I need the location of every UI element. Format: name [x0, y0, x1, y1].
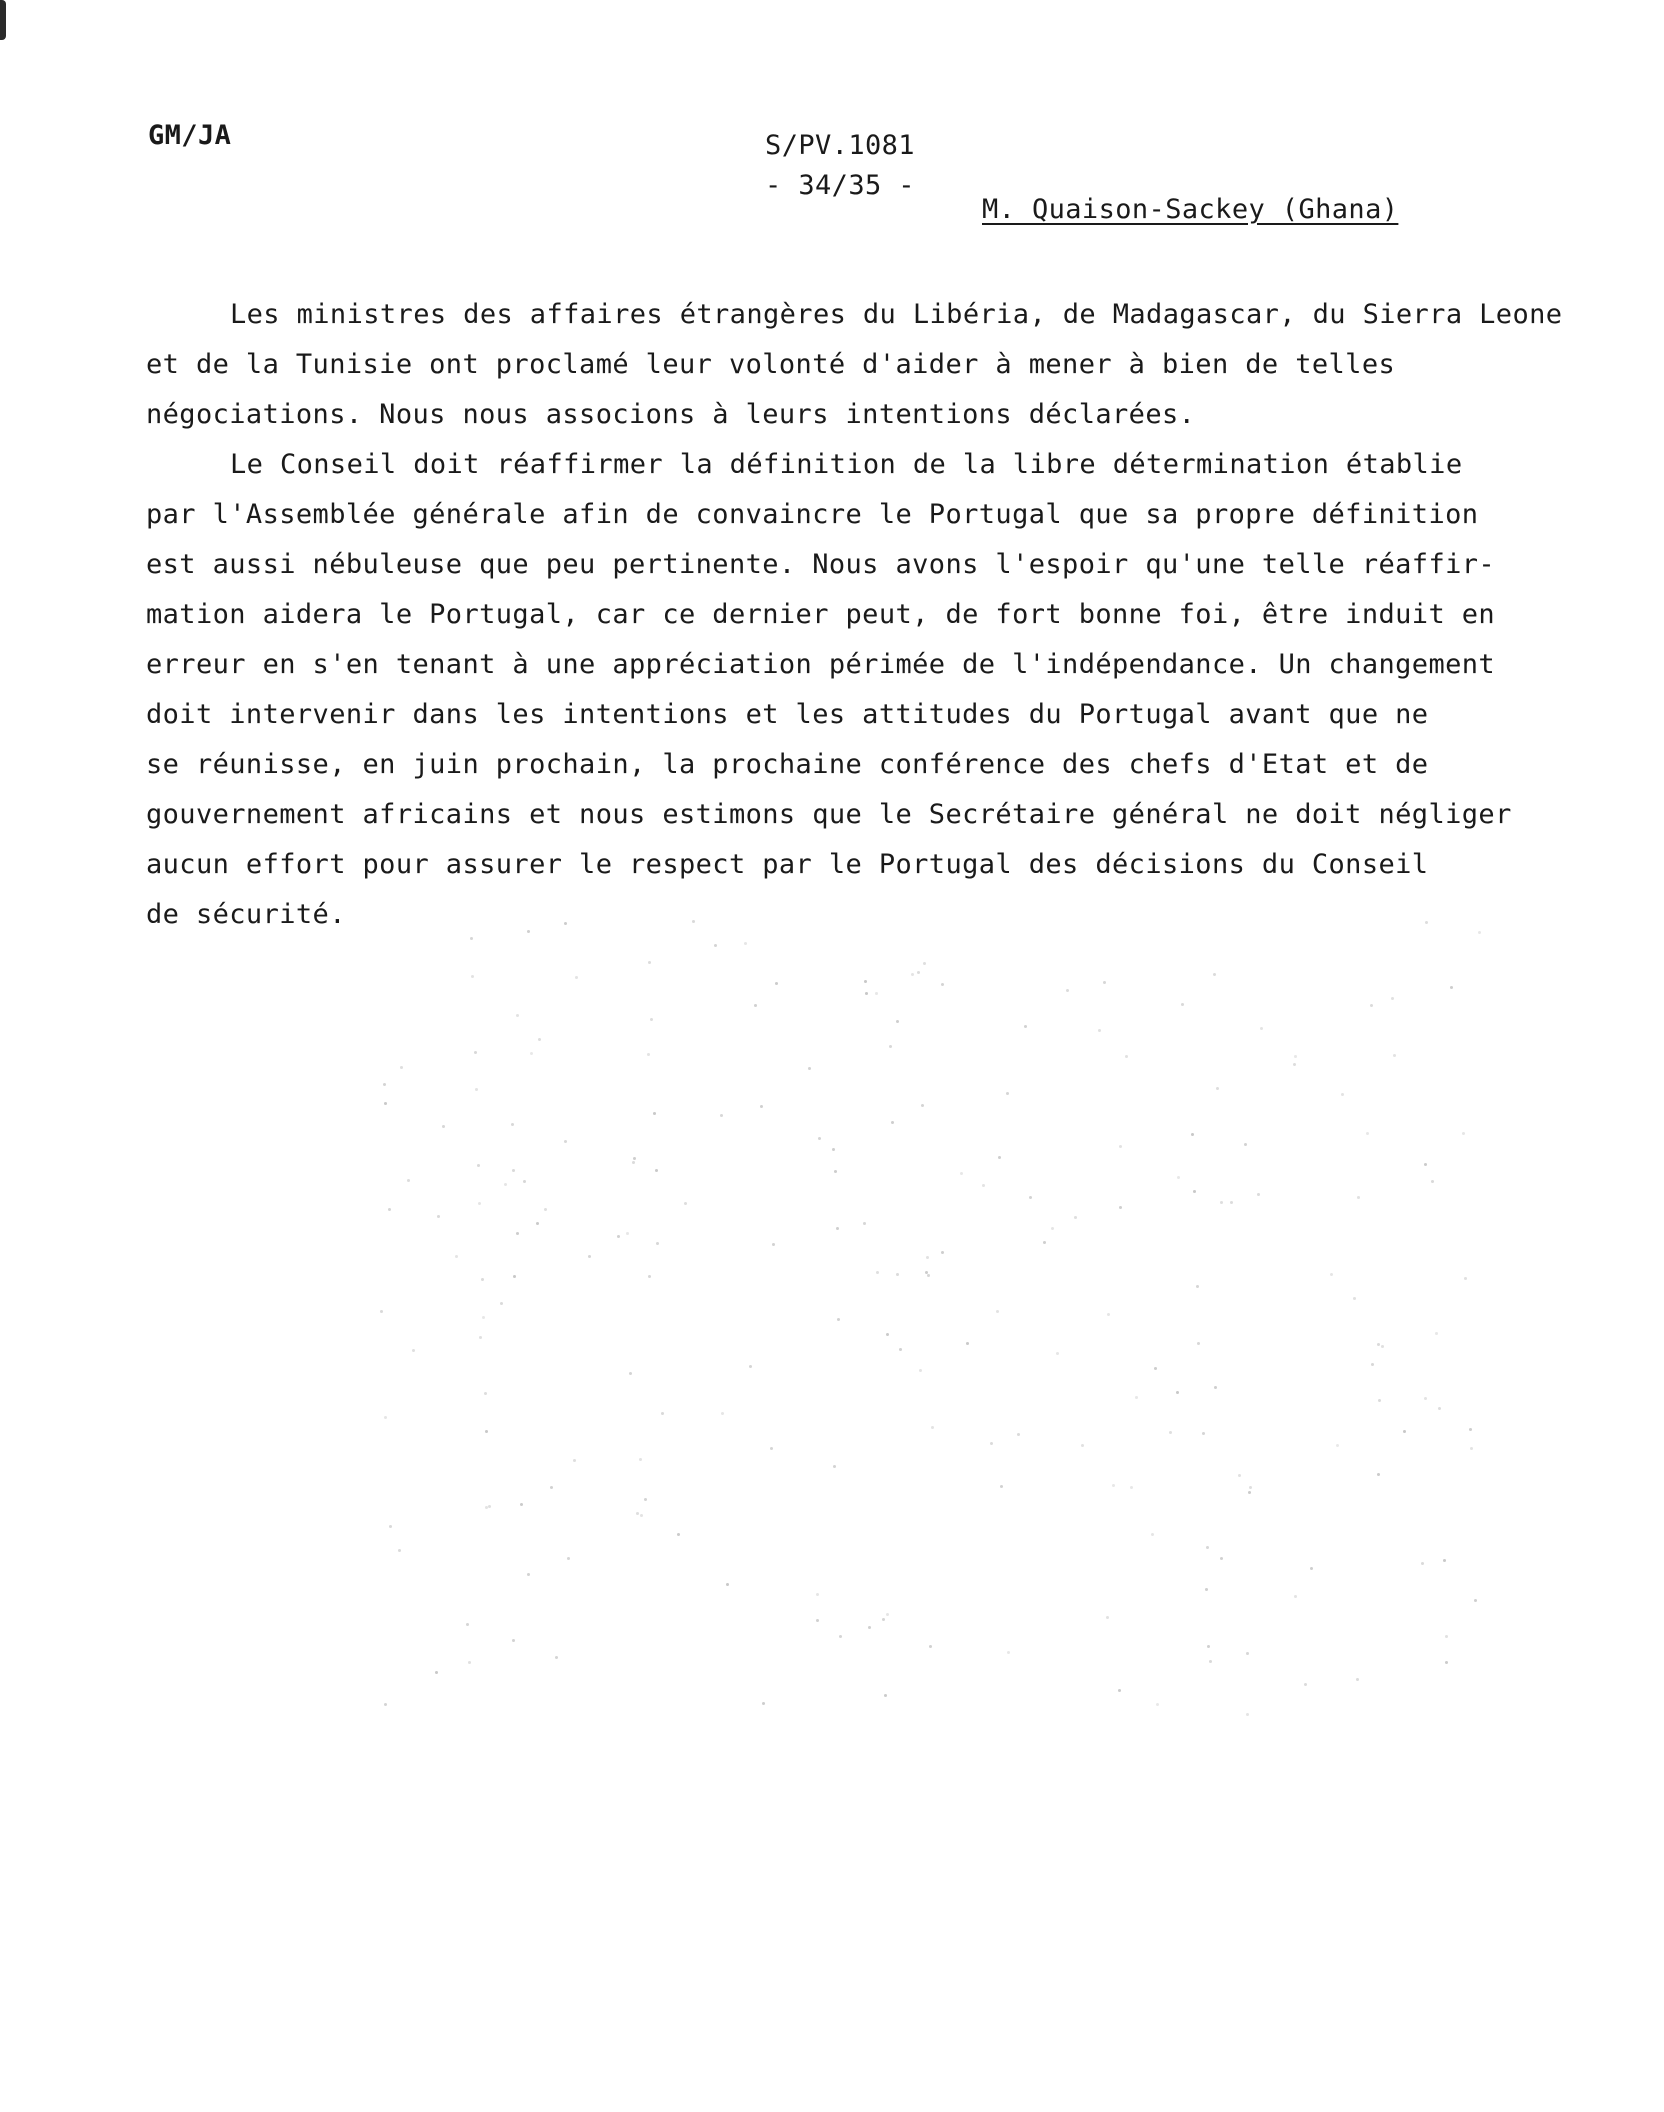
- scan-speck: [479, 1336, 482, 1339]
- scan-speck: [818, 1137, 821, 1140]
- scan-speck: [407, 1179, 410, 1182]
- scan-speck: [1135, 1396, 1138, 1399]
- scan-speck: [482, 1316, 485, 1319]
- scan-speck: [513, 1275, 516, 1278]
- scan-speck: [636, 1512, 639, 1515]
- scan-speck: [1074, 1216, 1077, 1219]
- scan-speck: [834, 1170, 837, 1173]
- scan-speck: [1469, 1428, 1472, 1431]
- scan-speck: [389, 1525, 392, 1528]
- document-symbol: S/PV.1081: [765, 130, 915, 161]
- scan-speck: [1169, 1431, 1172, 1434]
- text-line: doit intervenir dans les intentions et les attitudes du Portugal avant que ne: [146, 699, 1429, 730]
- scan-speck: [1470, 1447, 1473, 1450]
- text-line: Le Conseil doit réaffirmer la définition de la libre détermination établie: [230, 449, 1463, 480]
- scan-speck: [692, 920, 695, 923]
- text-line: aucun effort pour assurer le respect par le Portugal des décisions du Conseil: [146, 849, 1429, 880]
- scan-speck: [720, 1114, 723, 1117]
- scan-speck: [442, 1125, 445, 1128]
- text-line: mation aidera le Portugal, car ce dernier peut, de fort bonne foi, être induit en: [146, 599, 1496, 630]
- scan-speck: [926, 1256, 929, 1259]
- scan-speck: [1462, 1132, 1465, 1135]
- scan-speck: [889, 1045, 892, 1048]
- text-line: gouvernement africains et nous estimons que le Secrétaire général ne doit négliger: [146, 799, 1512, 830]
- scan-speck: [644, 1498, 647, 1501]
- scan-speck: [1156, 1703, 1159, 1706]
- scan-speck: [530, 1052, 533, 1055]
- scan-speck: [632, 1161, 635, 1164]
- scan-speck: [1193, 1190, 1196, 1193]
- scan-speck: [475, 1088, 478, 1091]
- scan-speck: [1294, 1055, 1297, 1058]
- paragraph: [146, 440, 1566, 940]
- scan-speck: [1000, 1485, 1003, 1488]
- scan-speck: [650, 1018, 653, 1021]
- scan-speck: [550, 1486, 553, 1489]
- scan-speck: [412, 1349, 415, 1352]
- scan-speck: [808, 1067, 811, 1070]
- scan-speck: [656, 1242, 659, 1245]
- scan-speck: [471, 975, 474, 978]
- scan-speck: [384, 1102, 387, 1105]
- text-line: se réunisse, en juin prochain, la prochaine conférence des chefs d'Etat et de: [146, 749, 1429, 780]
- scan-speck: [1043, 1241, 1046, 1244]
- scan-speck: [1248, 1491, 1251, 1494]
- scan-speck: [488, 1505, 491, 1508]
- scan-speck: [749, 1365, 752, 1368]
- scan-speck: [474, 1051, 477, 1054]
- scan-speck: [1381, 1345, 1384, 1348]
- scan-speck: [478, 1202, 481, 1205]
- scan-speck: [1445, 1661, 1448, 1664]
- scan-speck: [1438, 1407, 1441, 1410]
- scan-speck: [864, 980, 867, 983]
- scan-speck: [941, 1251, 944, 1254]
- scan-speck: [511, 1123, 514, 1126]
- text-line: et de la Tunisie ont proclamé leur volonté d'aider à mener à bien de telles: [146, 349, 1396, 380]
- scan-speck: [1424, 1397, 1427, 1400]
- paragraph: [146, 290, 1566, 440]
- text-line: de sécurité.: [146, 899, 346, 930]
- scan-speck: [523, 1180, 526, 1183]
- scan-speck: [437, 1215, 440, 1218]
- scan-speck: [1246, 1713, 1249, 1716]
- scan-speck: [1220, 1557, 1223, 1560]
- scan-speck: [538, 1038, 541, 1041]
- scan-speck: [684, 1202, 687, 1205]
- scan-speck: [380, 1310, 383, 1313]
- scan-speck: [1435, 1332, 1438, 1335]
- scan-speck: [468, 1661, 471, 1664]
- scan-speck: [1103, 981, 1106, 984]
- scan-speck: [832, 1148, 835, 1151]
- scan-speck: [1176, 1391, 1179, 1394]
- scan-speck: [1370, 1004, 1373, 1007]
- text-line: erreur en s'en tenant à une appréciation périmée de l'indépendance. Un changement: [146, 649, 1496, 680]
- scan-speck: [886, 1613, 889, 1616]
- scan-speck: [1293, 1063, 1296, 1066]
- scan-speck: [886, 1333, 889, 1336]
- scan-speck: [1029, 1196, 1032, 1199]
- scan-speck: [1341, 1093, 1344, 1096]
- scan-speck: [714, 944, 717, 947]
- scan-speck: [1119, 1206, 1122, 1209]
- scan-speck: [648, 961, 651, 964]
- scan-speck: [882, 1618, 885, 1621]
- scan-speck: [398, 1549, 401, 1552]
- text-line: négociations. Nous nous associons à leurs intentions déclarées.: [146, 399, 1196, 430]
- scan-speck: [629, 1372, 632, 1375]
- scan-speck: [1330, 1273, 1333, 1276]
- scan-speck: [1353, 1297, 1356, 1300]
- document-body: [146, 290, 1566, 940]
- scan-speck: [520, 1503, 523, 1506]
- scan-speck: [1197, 1342, 1200, 1345]
- scan-speck: [1213, 973, 1216, 976]
- scan-speck: [617, 1235, 620, 1238]
- scan-speck: [919, 1369, 922, 1372]
- scan-speck: [1378, 1399, 1381, 1402]
- scan-speck: [982, 1184, 985, 1187]
- scan-speck: [1336, 1444, 1339, 1447]
- scan-speck: [770, 1447, 773, 1450]
- scan-speck: [754, 1004, 757, 1007]
- scan-speck: [1246, 1652, 1249, 1655]
- scan-speck: [484, 1392, 487, 1395]
- scan-speck: [996, 1310, 999, 1313]
- text-line: Les ministres des affaires étrangères du Libéria, de Madagascar, du Sierra Leone: [230, 299, 1563, 330]
- scan-speck: [661, 1412, 664, 1415]
- scan-speck: [1244, 1143, 1247, 1146]
- scan-speck: [941, 983, 944, 986]
- scan-speck: [1431, 1180, 1434, 1183]
- scan-speck: [1107, 1313, 1110, 1316]
- scan-speck: [868, 1626, 871, 1629]
- scan-speck: [1106, 1616, 1109, 1619]
- scan-speck: [966, 1342, 969, 1345]
- scan-speck: [1177, 1176, 1180, 1179]
- scan-speck: [527, 1573, 530, 1576]
- scan-speck: [744, 942, 747, 945]
- scan-speck: [1151, 1533, 1154, 1536]
- scan-speck: [833, 1465, 836, 1468]
- scan-speck: [527, 930, 530, 933]
- scan-speck: [1181, 1003, 1184, 1006]
- scan-speck: [1007, 1651, 1010, 1654]
- scan-speck: [1216, 1087, 1219, 1090]
- page-number: - 34/35 -: [765, 170, 915, 201]
- scan-speck: [762, 1702, 765, 1705]
- scan-speck: [544, 1208, 547, 1211]
- typist-initials: GM/JA: [148, 120, 232, 151]
- scan-speck: [466, 1623, 469, 1626]
- scan-speck: [816, 1619, 819, 1622]
- scan-speck: [1125, 1055, 1128, 1058]
- scan-speck: [655, 1169, 658, 1172]
- scan-speck: [564, 1140, 567, 1143]
- scan-speck: [564, 922, 567, 925]
- scan-speck: [588, 1255, 591, 1258]
- scan-speck: [1209, 1660, 1212, 1663]
- scan-edge-mark: [0, 0, 6, 40]
- scan-speck: [500, 1302, 503, 1305]
- scan-speck: [1081, 1444, 1084, 1447]
- scan-speck: [1304, 1683, 1307, 1686]
- scan-speck: [1220, 1201, 1223, 1204]
- scan-speck: [1294, 1595, 1297, 1598]
- scan-speck: [648, 1275, 651, 1278]
- scan-speck: [726, 1583, 729, 1586]
- scan-speck: [1154, 1367, 1157, 1370]
- scan-speck: [1202, 1432, 1205, 1435]
- scan-speck: [998, 1156, 1001, 1159]
- scan-speck: [775, 982, 778, 985]
- scan-speck: [1066, 989, 1069, 992]
- scan-speck: [639, 1458, 642, 1461]
- scan-speck: [931, 1426, 934, 1429]
- scan-speck: [899, 1348, 902, 1351]
- scan-speck: [1424, 1163, 1427, 1166]
- scan-speck: [504, 1183, 507, 1186]
- scan-speck: [891, 1121, 894, 1124]
- scan-speck: [1098, 1029, 1101, 1032]
- scan-speck: [633, 1157, 636, 1160]
- scan-speck: [477, 1164, 480, 1167]
- scan-speck: [721, 1412, 724, 1415]
- scan-speck: [917, 971, 920, 974]
- scan-speck: [1425, 921, 1428, 924]
- scan-speck: [470, 937, 473, 940]
- scan-speck: [1112, 1484, 1115, 1487]
- scan-speck: [1257, 1193, 1260, 1196]
- scan-speck: [927, 1274, 930, 1277]
- scan-speck: [896, 1273, 899, 1276]
- scan-speck: [923, 962, 926, 965]
- scan-speck: [1017, 1433, 1020, 1436]
- scan-speck: [1421, 1562, 1424, 1565]
- scan-speck: [1238, 1474, 1241, 1477]
- scan-speck: [1356, 1678, 1359, 1681]
- scan-speck: [1206, 1546, 1209, 1549]
- scan-speck: [1214, 1386, 1217, 1389]
- scan-speck: [384, 1416, 387, 1419]
- scan-speck: [1051, 1227, 1054, 1230]
- scan-speck: [567, 1557, 570, 1560]
- scan-speck: [1445, 1635, 1448, 1638]
- scan-speck: [1450, 986, 1453, 989]
- scan-speck: [383, 1083, 386, 1086]
- scan-speck: [626, 1232, 629, 1235]
- scan-speck: [1443, 1559, 1446, 1562]
- scan-speck: [836, 1227, 839, 1230]
- scan-speck: [512, 1639, 515, 1642]
- scan-speck: [990, 1442, 993, 1445]
- scan-speck: [455, 1255, 458, 1258]
- text-line: est aussi nébuleuse que peu pertinente. Nous avons l'espoir qu'une telle réaffir-: [146, 549, 1496, 580]
- scan-speck: [640, 1514, 643, 1517]
- scan-speck: [1371, 1363, 1374, 1366]
- scan-speck: [1230, 1201, 1233, 1204]
- scan-speck: [1260, 1027, 1263, 1030]
- scan-speck: [865, 992, 868, 995]
- scan-speck: [435, 1671, 438, 1674]
- scan-speck: [929, 1645, 932, 1648]
- scan-speck: [573, 1459, 576, 1462]
- scan-speck: [555, 1656, 558, 1659]
- scan-speck: [1119, 1145, 1122, 1148]
- scan-speck: [816, 1593, 819, 1596]
- scan-speck: [884, 1694, 887, 1697]
- scan-speck: [536, 1222, 539, 1225]
- scan-speck: [1474, 1599, 1477, 1602]
- scan-speck: [1205, 1588, 1208, 1591]
- scan-speck: [876, 1271, 879, 1274]
- scan-speck: [647, 1053, 650, 1056]
- scan-speck: [839, 1635, 842, 1638]
- scan-speck: [911, 973, 914, 976]
- scan-speck: [1377, 1473, 1380, 1476]
- scan-speck: [960, 1172, 963, 1175]
- scan-speck: [485, 1430, 488, 1433]
- scan-speck: [512, 1169, 515, 1172]
- scan-speck: [1249, 1486, 1252, 1489]
- scan-speck: [1118, 1689, 1121, 1692]
- scan-speck: [516, 1014, 519, 1017]
- scan-speck: [1377, 1343, 1380, 1346]
- text-line: par l'Assemblée générale afin de convaincre le Portugal que sa propre définition: [146, 499, 1479, 530]
- scan-speck: [1310, 1567, 1313, 1570]
- scan-speck: [1391, 997, 1394, 1000]
- scan-speck: [863, 1222, 866, 1225]
- scan-speck: [1207, 1645, 1210, 1648]
- scan-speck: [1191, 1133, 1194, 1136]
- scan-speck: [875, 992, 878, 995]
- scan-speck: [1464, 1277, 1467, 1280]
- scan-speck: [1024, 1025, 1027, 1028]
- scan-speck: [1357, 1196, 1360, 1199]
- scan-speck: [1366, 1132, 1369, 1135]
- speaker-name: M. Quaison-Sackey (Ghana): [982, 194, 1399, 225]
- scan-speck: [896, 1020, 899, 1023]
- scan-speck: [1006, 1092, 1009, 1095]
- scan-speck: [653, 1112, 656, 1115]
- scan-speck: [575, 976, 578, 979]
- document-header: [760, 126, 920, 206]
- scan-speck: [481, 1278, 484, 1281]
- scan-speck: [384, 1703, 387, 1706]
- scan-speck: [516, 1232, 519, 1235]
- scan-speck: [1130, 1486, 1133, 1489]
- scan-speck: [677, 1533, 680, 1536]
- scan-speck: [388, 1208, 391, 1211]
- scan-speck: [1196, 1285, 1199, 1288]
- scan-speck: [1056, 1352, 1059, 1355]
- scan-speck: [1403, 1430, 1406, 1433]
- scan-speck: [760, 1105, 763, 1108]
- scan-speck: [1393, 1054, 1396, 1057]
- scan-speck: [837, 1318, 840, 1321]
- scan-speck: [772, 1243, 775, 1246]
- scan-speck: [921, 1104, 924, 1107]
- scan-speck: [400, 1066, 403, 1069]
- scan-speck: [1478, 931, 1481, 934]
